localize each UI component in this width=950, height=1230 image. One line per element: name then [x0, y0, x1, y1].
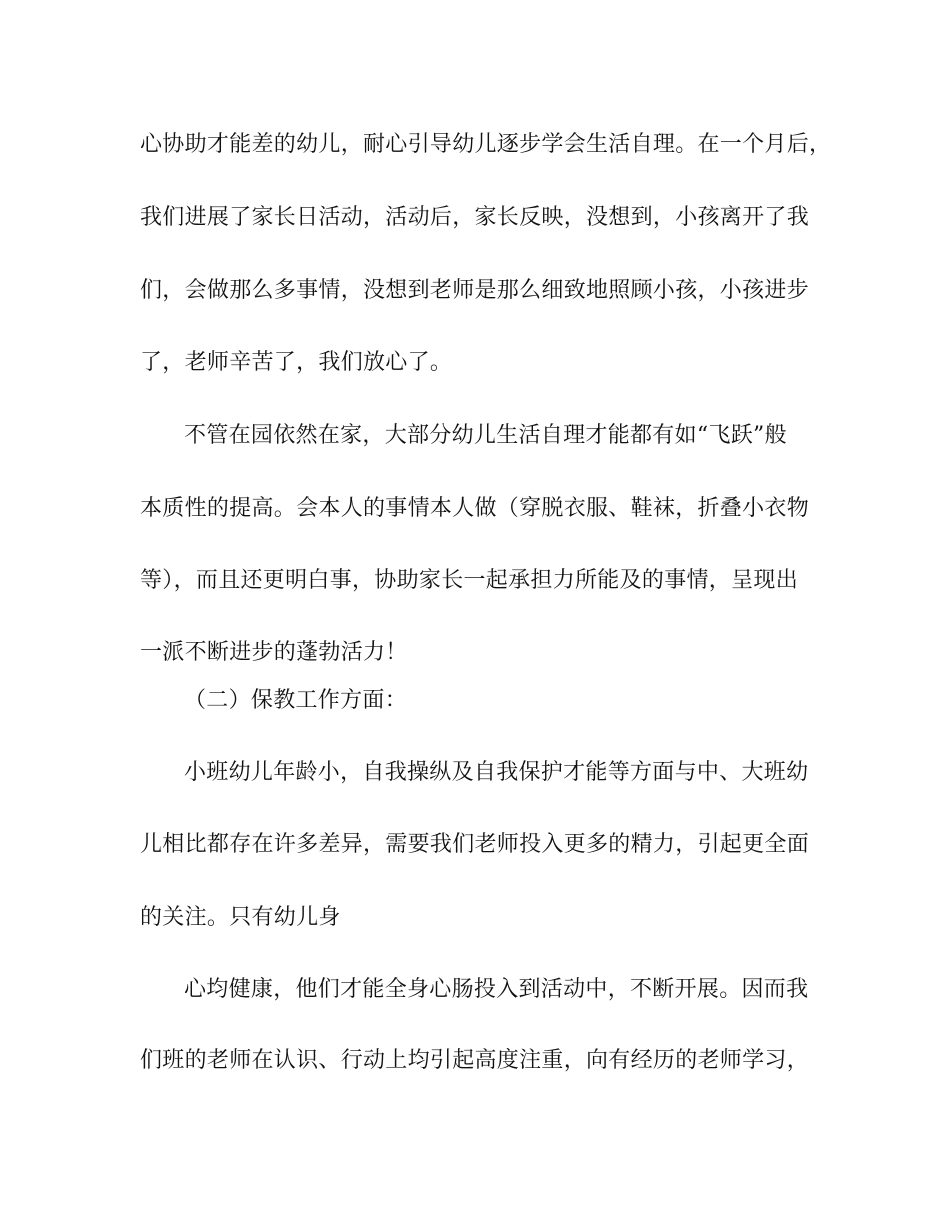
paragraph-first-line: 心均健康，他们才能全身心肠投入到活动中，不断开展。因而我: [184, 977, 809, 1002]
text-line: 儿相比都存在许多差异，需要我们老师投入更多的精力，引起更全面: [140, 832, 810, 857]
text-line: 的关注。只有幼儿身: [140, 905, 341, 930]
text-line: 本质性的提高。会本人的事情本人做（穿脱衣服、鞋袜，折叠小衣物: [140, 496, 810, 521]
text-line: 心协助才能差的幼儿，耐心引导幼儿逐步学会生活自理。在一个月后，: [140, 132, 832, 157]
section-heading: （二）保教工作方面：: [184, 688, 408, 713]
paragraph-first-line: 不管在园依然在家，大部分幼儿生活自理才能都有如“飞跃”般: [184, 423, 787, 448]
text-line: 们，会做那么多事情，没想到老师是那么细致地照顾小孩，小孩进步: [140, 278, 810, 303]
text-line: 们班的老师在认识、行动上均引起高度注重，向有经历的老师学习，: [140, 1048, 810, 1073]
text-line: 我们进展了家长日活动，活动后，家长反映，没想到，小孩离开了我: [140, 205, 810, 230]
text-line: 一派不断进步的蓬勃活力！: [140, 640, 408, 665]
text-line: 了，老师辛苦了，我们放心了。: [140, 350, 453, 375]
text-line: 等），而且还更明白事，协助家长一起承担力所能及的事情，呈现出: [140, 568, 799, 593]
paragraph-first-line: 小班幼儿年龄小，自我操纵及自我保护才能等方面与中、大班幼: [184, 760, 809, 785]
